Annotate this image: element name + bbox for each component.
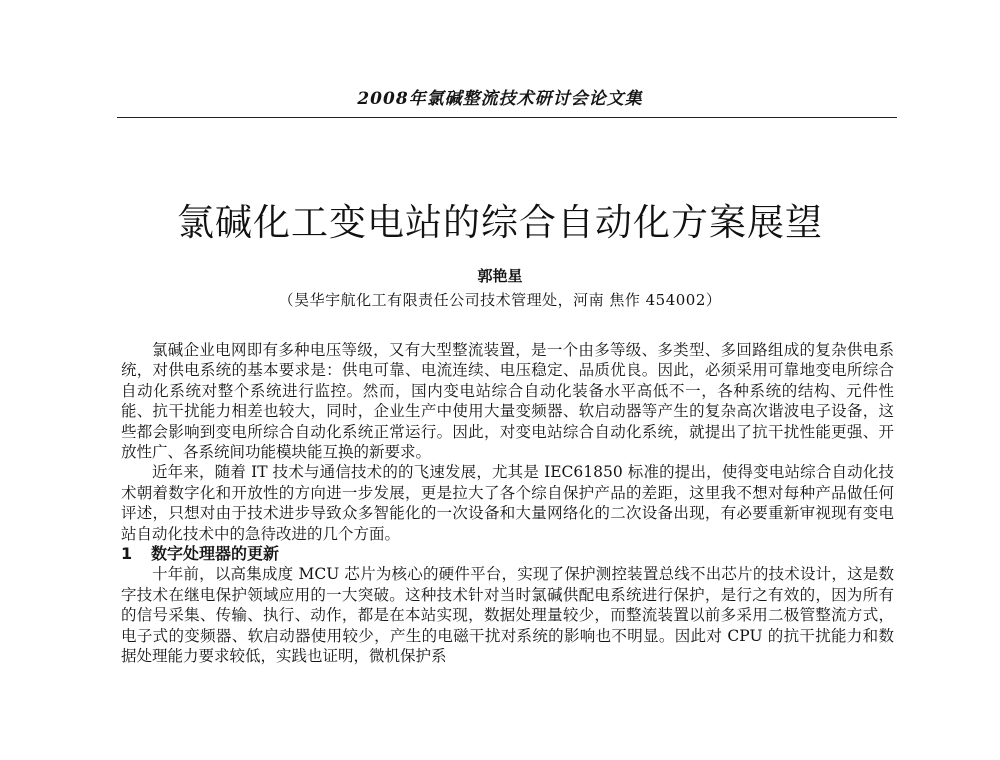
section-number: 1: [121, 544, 133, 564]
body-paragraph-1: 氯碱企业电网即有多种电压等级，又有大型整流装置，是一个由多等级、多类型、多回路组成的复杂供电系统，对供电系统的基本要求是：供电可靠、电流连续、电压稳定、品质优良。因此，必须采用可靠地变电所综合自动化系统对整个系统进行监控。然而，国内变电站综合自动化装备水平高低不一，各种系统的结构、元件性能、抗干扰能力相差也较大，同时，企业生产中使用大量变频器、软启动器等产生的复杂高次谐波电子设备，这些都会影响到变电所综合自动化系统正常运行。因此，对变电站综合自动化系统，就提出了抗干扰性能更强、开放性广、各系统间功能模块能互换的新要求。: [121, 341, 894, 462]
section-title: 数字处理器的更新: [151, 544, 280, 564]
section-heading: [121, 544, 894, 564]
section-paragraph: 十年前，以高集成度 MCU 芯片为核心的硬件平台，实现了保护测控装置总线不出芯片的技术设计，这是数字技术在继电保护领域应用的一大突破。这种技术针对当时氯碱供配电系统进行保护，是行之有效的，因为所有的信号采集、传输、执行、动作，都是在本站实现，数据处理量较少，而整流装置以前多采用二极管整流方式，电子式的变频器、软启动器使用较少，产生的电磁干扰对系统的影响也不明显。因此对 CPU 的抗干扰能力和数据处理能力要求较低，实践也证明，微机保护系: [121, 565, 894, 666]
running-header: 2008年氯碱整流技术研讨会论文集: [357, 89, 643, 109]
header-rule: [117, 117, 897, 118]
article-body: [121, 340, 894, 667]
paper-title: 氯碱化工变电站的综合自动化方案展望: [177, 201, 823, 244]
author-affiliation: （昊华宇航化工有限责任公司技术管理处，河南 焦作 454002）: [278, 291, 722, 309]
author-name: 郭艳星: [477, 267, 523, 285]
body-paragraph-2: 近年来，随着 IT 技术与通信技术的的飞速发展，尤其是 IEC61850 标准的提出，使得变电站综合自动化技术朝着数字化和开放性的方向进一步发展，更是拉大了各个综自保护产品的差距，这里我不想对每种产品做任何评述，只想对由于技术进步导致众多智能化的一次设备和大量网络化的二次设备出现，有必要重新审视现有变电站自动化技术中的急待改进的几个方面。: [121, 463, 894, 543]
